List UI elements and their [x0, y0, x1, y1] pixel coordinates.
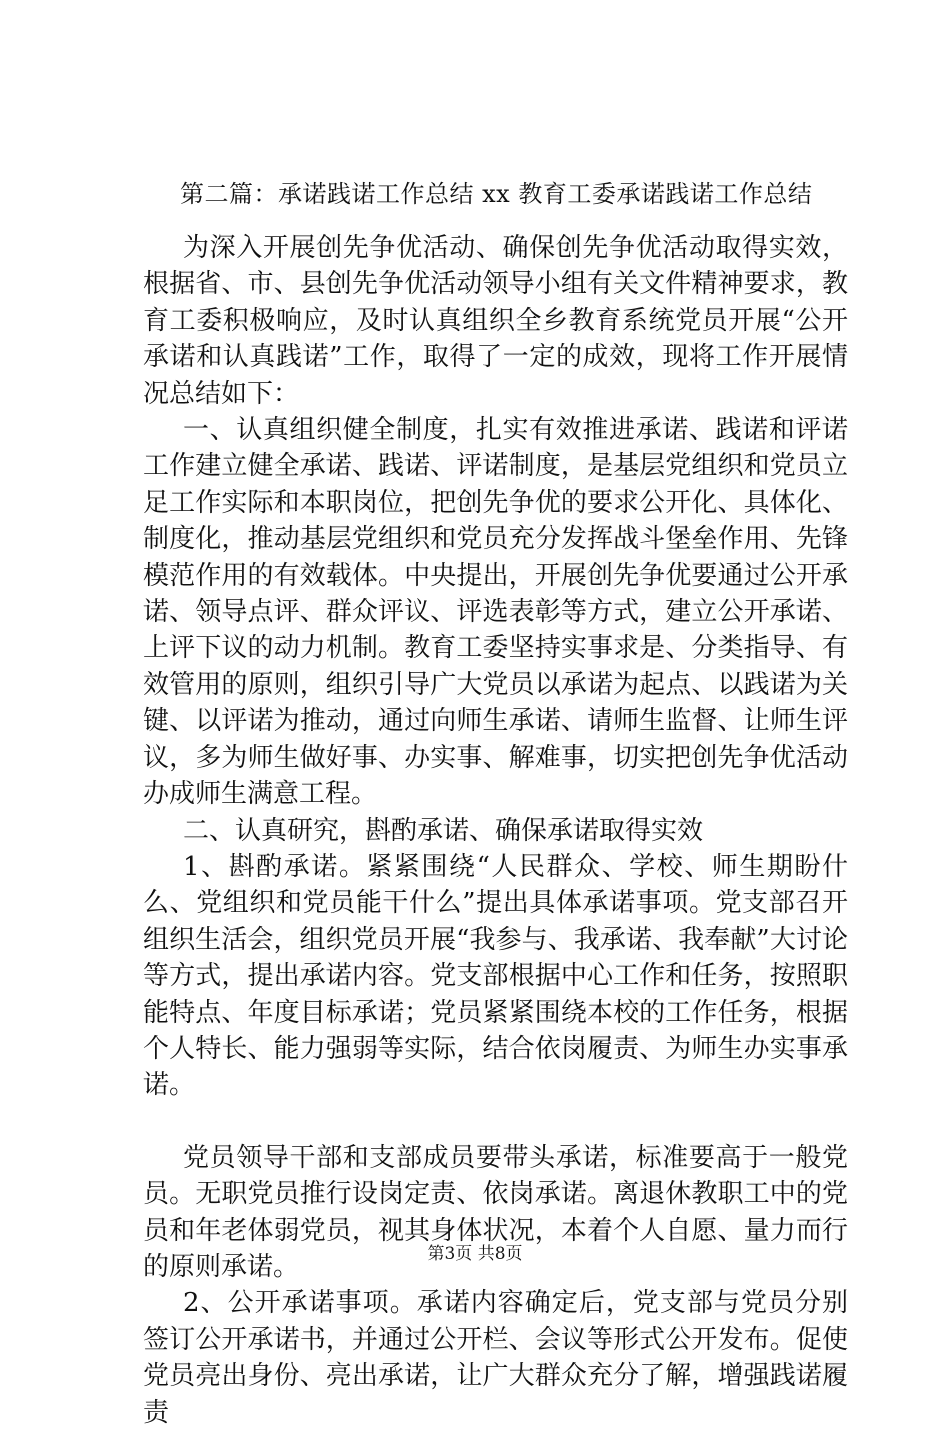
- paragraph-item-one: 1、斟酌承诺。紧紧围绕“人民群众、学校、师生期盼什么、党组织和党员能干什么”提出具体承诺事项。党支部召开组织生活会，组织党员开展“我参与、我承诺、我奉献”大讨论等方式，提出承诺内容。党支部根据中心工作和任务，按照职能特点、年度目标承诺；党员紧紧围绕本校的工作任务，根据个人特长、能力强弱等实际，结合依岗履责、为师生办实事承诺。: [143, 851, 848, 1101]
- paragraph-leaders: 党员领导干部和支部成员要带头承诺，标准要高于一般党员。无职党员推行设岗定责、依岗承诺。离退休教职工中的党员和年老体弱党员，视其身体状况，本着个人自愿、量力而行的原则承诺。: [143, 1142, 848, 1282]
- paragraph-section-one: 一、认真组织健全制度，扎实有效推进承诺、践诺和评诺工作建立健全承诺、践诺、评诺制度，是基层党组织和党员立足工作实际和本职岗位，把创先争优的要求公开化、具体化、制度化，推动基层党组织和党员充分发挥战斗堡垒作用、先锋模范作用的有效载体。中央提出，开展创先争优要通过公开承诺、领导点评、群众评议、评选表彰等方式，建立公开承诺、上评下议的动力机制。教育工委坚持实事求是、分类指导、有效管用的原则，组织引导广大党员以承诺为起点、以践诺为关键、以评诺为推动，通过向师生承诺、请师生监督、让师生评议，多为师生做好事、办实事、解难事，切实把创先争优活动办成师生满意工程。: [143, 415, 848, 810]
- paragraph-item-two: 2、公开承诺事项。承诺内容确定后，党支部与党员分别签订公开承诺书，并通过公开栏、会议等形式公开发布。促使党员亮出身份、亮出承诺，让广大群众充分了解，增强践诺履责: [143, 1288, 848, 1428]
- paragraph-section-two-heading: 二、认真研究，斟酌承诺、确保承诺取得实效: [183, 815, 704, 846]
- page-number-footer: 第3页 共8页: [427, 1244, 523, 1264]
- paragraph-intro: 为深入开展创先争优活动、确保创先争优活动取得实效，根据省、市、县创先争优活动领导小组有关文件精神要求，教育工委积极响应，及时认真组织全乡教育系统党员开展“公开承诺和认真践诺”工作，取得了一定的成效，现将工作开展情况总结如下：: [143, 233, 848, 409]
- document-title: 第二篇：承诺践诺工作总结 xx 教育工委承诺践诺工作总结: [180, 180, 813, 208]
